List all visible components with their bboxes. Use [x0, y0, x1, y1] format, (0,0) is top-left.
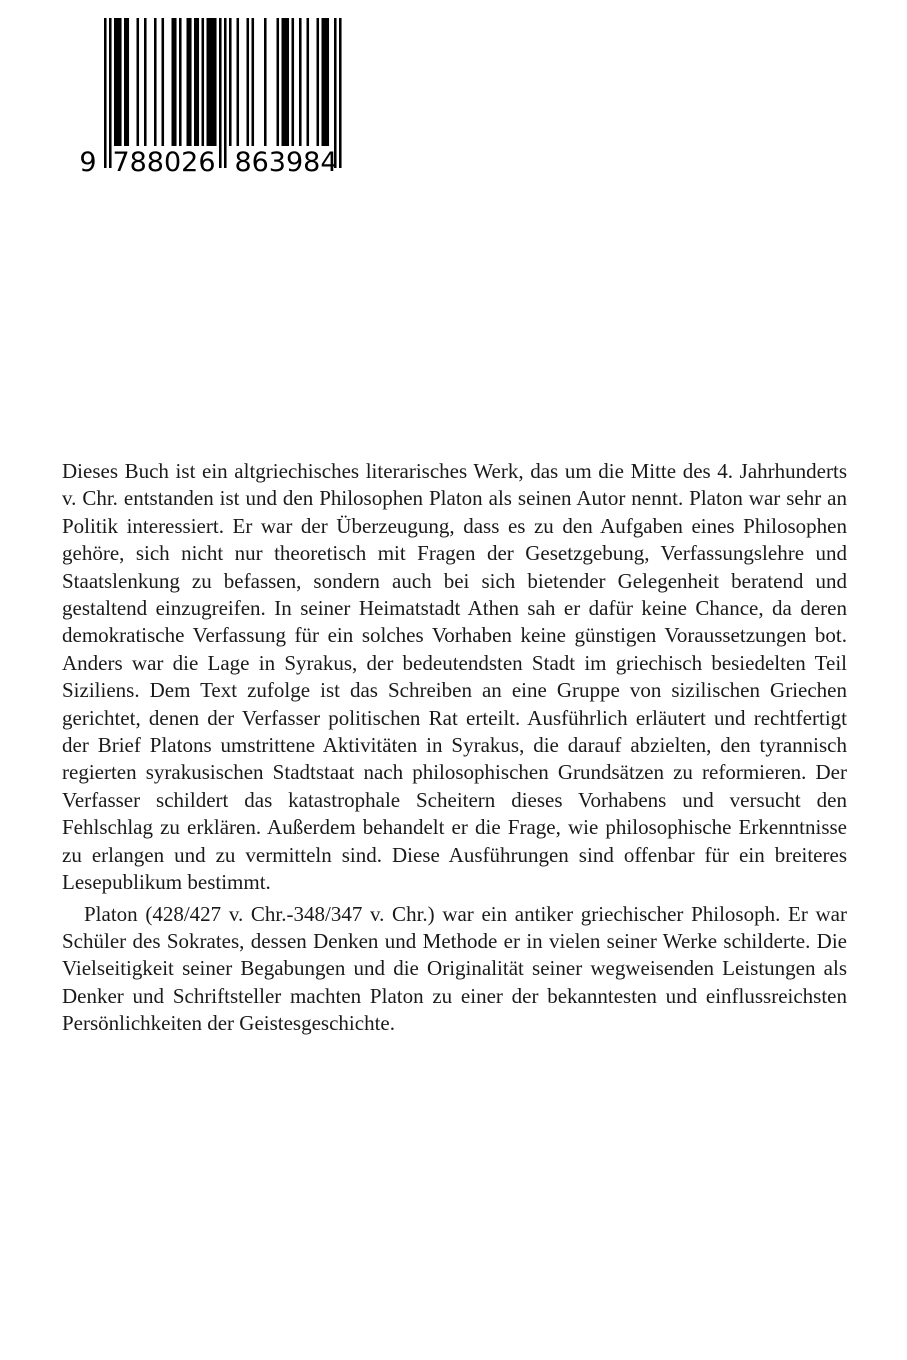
barcode-bar — [292, 18, 295, 146]
barcode-bar — [229, 18, 232, 146]
barcode-bar — [219, 18, 222, 168]
barcode-bar — [117, 18, 120, 146]
barcode-bar — [224, 18, 227, 168]
barcode-bar — [179, 18, 182, 146]
barcode-bar — [324, 18, 327, 146]
barcode-bar — [252, 18, 255, 146]
back-cover-text — [62, 458, 847, 1038]
barcode-bar — [282, 18, 285, 146]
barcode-bar — [284, 18, 287, 146]
barcode-bar — [124, 18, 127, 146]
barcode-bar — [214, 18, 217, 146]
barcode-bar — [322, 18, 325, 146]
barcode-bar — [174, 18, 177, 146]
barcode-left-group: 788026 — [112, 147, 216, 178]
barcode-bar — [187, 18, 190, 146]
barcode-bar — [307, 18, 310, 146]
barcode-bar — [207, 18, 210, 146]
barcode-bar — [264, 18, 267, 146]
barcode-bar — [339, 18, 342, 168]
barcode-bar — [114, 18, 117, 146]
barcode-bar — [154, 18, 157, 146]
barcode-bar — [277, 18, 280, 146]
barcode-bar — [247, 18, 250, 146]
barcode-bar — [237, 18, 240, 146]
barcode-bar — [202, 18, 205, 146]
barcode-bar — [127, 18, 130, 146]
description-paragraph: Dieses Buch ist ein altgriechisches literarisches Werk, das um die Mitte des 4. Jahrhunderts v. Chr. entstanden ist und den Philosophen Platon als seinen Autor nennt. Platon war sehr an Politik interessiert. Er war der Überzeugung, dass es zu den Aufgaben eines Philosophen gehöre, sich nicht nur theoretisch mit Fragen der Gesetzgebung, Verfassungslehre und Staatslenkung zu befassen, sondern auch bei sich bietender Gelegenheit beratend und gestaltend einzugreifen. In seiner Heimatstadt Athen sah er dafür keine Chance, da deren demokratische Verfassung für ein solches Vorhaben keine günstigen Voraussetzungen bot. Anders war die Lage in Syrakus, der bedeutendsten Stadt im griechisch besiedelten Teil Siziliens. Dem Text zufolge ist das Schreiben an eine Gruppe von sizilischen Griechen gerichtet, denen der Verfasser politischen Rat erteilt. Ausführlich erläutert und rechtfertigt der Brief Platons umstrittene Aktivitäten in Syrakus, die darauf abzielten, den tyrannisch regierten syrakusischen Stadtstaat nach philosophischen Grundsätzen zu reformieren. Der Verfasser schildert das katastrophale Scheitern dieses Vorhabens und versucht den Fehlschlag zu erklären. Außerdem behandelt er die Frage, wie philosophische Erkenntnisse zu erlangen und zu vermitteln sind. Diese Ausführungen sind offenbar für ein breiteres Lesepublikum bestimmt. — [62, 459, 847, 895]
author-paragraph: Platon (428/427 v. Chr.-348/347 v. Chr.) war ein antiker griechischer Philosoph. Er war Schüler des Sokrates, dessen Denken und Methode er in vielen seiner Werke schilderte. Die Vielseitigkeit seiner Begabungen und die Originalität seiner wegweisenden Leistungen als Denker und Schriftsteller machten Platon zu einer der bekanntesten und einflussreichsten Persönlichkeiten der Geistesgeschichte. — [62, 901, 847, 1036]
barcode-bars — [104, 18, 342, 168]
barcode-bar — [334, 18, 337, 168]
barcode-right-group: 863984 — [234, 147, 338, 178]
barcode-bar — [109, 18, 112, 168]
barcode-bar — [194, 18, 197, 146]
barcode-bar — [287, 18, 290, 146]
barcode-bar — [212, 18, 215, 146]
barcode-bar — [189, 18, 192, 146]
barcode-bar — [119, 18, 122, 146]
barcode-bar — [172, 18, 175, 146]
barcode-bar — [137, 18, 140, 146]
barcode-bar — [209, 18, 212, 146]
barcode-bar — [144, 18, 147, 146]
isbn-barcode — [79, 18, 344, 178]
barcode-bar — [299, 18, 302, 146]
barcode-bar — [317, 18, 320, 146]
barcode-bar — [327, 18, 330, 146]
barcode-bar — [162, 18, 165, 146]
barcode-first-digit: 9 — [79, 147, 97, 178]
barcode-bar — [104, 18, 107, 168]
barcode-bar — [197, 18, 200, 146]
barcode-graphic — [79, 18, 344, 178]
